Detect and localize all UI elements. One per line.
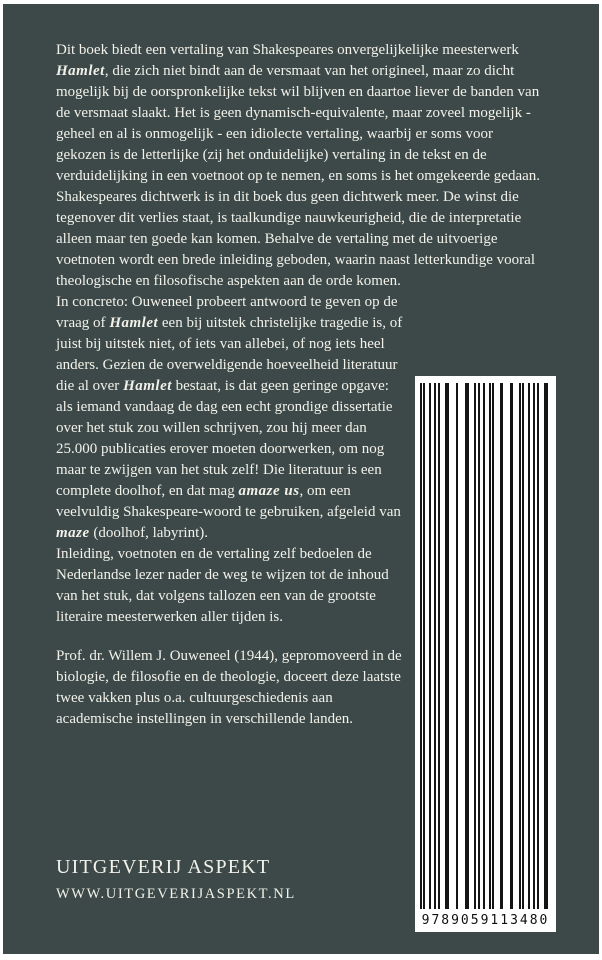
book-back-cover xyxy=(3,4,599,954)
publisher-website: WWW.UITGEVERIJASPEKT.NL xyxy=(56,886,296,902)
barcode-panel xyxy=(415,376,556,932)
blurb-text-run: Prof. dr. Willem J. Ouweneel (1944), gepromoveerd in de biologie, de filosofie en de theologie, doceert deze laatste twee vakken plus o.a. cultuurgeschiedenis aan academische instellingen in verschillende landen. xyxy=(56,648,402,727)
blurb-text-run: , die zich niet bindt aan de versmaat van het origineel, maar zo dicht mogelijk bij de oorspronkelijke tekst wil blijven en daartoe liever de banden van de versmaat slaakt. Het is geen dynamisch-equivalente, maar zoveel mogelijk - geheel en al is onmogelijk - een idiolecte vertaling, waarbij er soms voor gekozen is de letterlijke (zij het onduidelijke) vertaling in de tekst en de verduidelijking in een voetnoot op te nemen, en soms is het omgekeerde gedaan. Shakespeares dichtwerk is in dit boek dus geen dichtwerk meer. De winst die tegenover dit verlies staat, is taalkundige nauwkeurigheid, die de interpretatie alleen maar ten goede kan komen. Behalve de vertaling met de uitvoerige voetnoten wordt een brede inleiding geboden, waarin naast letterkundige vooral theologische en filosofische aspekten aan de orde komen. xyxy=(56,63,541,289)
amaze-us-emphasis: amaze us xyxy=(238,483,300,499)
blurb-paragraph-1 xyxy=(56,40,546,292)
blurb-text-run: bestaat, is dat geen geringe opgave: als iemand vandaag de dag een echt grondige dissertatie over het stuk zou willen schrijven, zou hij meer dan 25.000 publicaties erover moeten doorwerken, om nog maar te zwijgen van het stuk zelf! Die literatuur is een complete doolhof, en dat mag xyxy=(56,378,393,499)
blurb-text-run: Dit boek biedt een vertaling van Shakespeares onvergelijkelijke meesterwerk xyxy=(56,42,519,58)
blurb-text-run: (doolhof, labyrint). xyxy=(89,525,208,541)
maze-emphasis: maze xyxy=(56,525,90,541)
blurb-paragraph-2 xyxy=(56,292,408,544)
blurb-paragraph-3 xyxy=(56,544,408,628)
blurb-text-run: Inleiding, voetnoten en de vertaling zelf bedoelen de Nederlandse lezer nader de weg te wijzen tot de inhoud van het stuk, dat volgens tallozen een van de grootste literaire meesterwerken aller tijden is. xyxy=(56,546,389,625)
blurb-text-run: In concreto: Ouweneel probeert antwoord te geven op de vraag of xyxy=(56,294,398,331)
blurb-text-run: , om een veelvuldig Shakespeare-woord te gebruiken, afgeleid van xyxy=(56,483,401,520)
publisher-block xyxy=(56,856,296,903)
author-bio-paragraph xyxy=(56,646,408,730)
hamlet-title-emphasis: Hamlet xyxy=(123,378,172,394)
publisher-name: UITGEVERIJ ASPEKT xyxy=(56,856,271,878)
barcode-icon xyxy=(420,383,551,909)
blurb-text-run: een bij uitstek christelijke tragedie is, of juist bij uitstek niet, of iets van allebei, of nog iets heel anders. Gezien de overweldigende hoeveelheid literatuur die al over xyxy=(56,315,403,394)
hamlet-title-emphasis: Hamlet xyxy=(109,315,159,331)
isbn-number: 9789059113480 xyxy=(421,913,550,928)
hamlet-title-emphasis: Hamlet xyxy=(56,63,105,79)
